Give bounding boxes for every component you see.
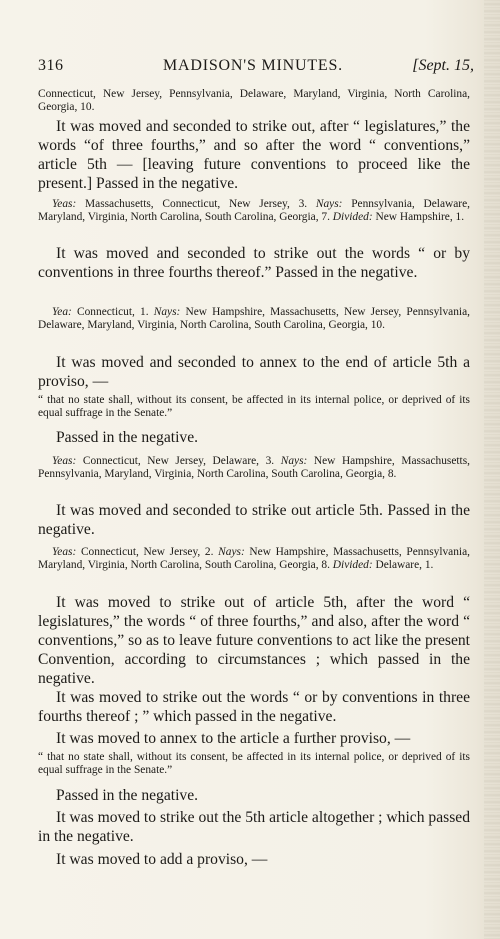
- motion-paragraph: It was moved and seconded to strike out the words “ or by conventions in three fourths thereof.” Passed in the negative.: [38, 245, 470, 281]
- yeas-list: Connecticut, New Jersey, 2.: [76, 546, 219, 558]
- divided-label: Divided:: [332, 211, 373, 224]
- running-date: [Sept. 15,: [412, 57, 474, 74]
- running-title: MADISON'S MINUTES.: [163, 57, 343, 74]
- yeas-list: Connecticut, New Jersey, Delaware, 3.: [76, 455, 281, 467]
- result-line: Passed in the negative.: [56, 787, 199, 804]
- page-edge: [484, 0, 500, 939]
- yea-list: Connecticut, 1.: [71, 306, 154, 318]
- vote-tally-continued: Connecticut, New Jersey, Pennsylvania, Delaware, Maryland, Virginia, North Carolina, Georgia, 10.: [38, 88, 470, 114]
- nays-list: New Hampshire, Massachusetts, New Jersey, Pennsylvania, Delaware, Maryland, Virginia, North Carolina, South Carolina, Georgia, 10.: [38, 306, 470, 332]
- yeas-list: Massachusetts, Connecticut, New Jersey, 3.: [76, 198, 316, 210]
- page-number: 316: [38, 57, 64, 74]
- vote-tally: [38, 306, 470, 333]
- vote-tally: [38, 198, 470, 225]
- yeas-label: Yeas:: [52, 455, 77, 467]
- motion-paragraph: It was moved to strike out of article 5th, after the word “ legislatures,” the words “ of three fourths,” and also, after the word “ conventions,” so as to leave future conventions to act like the present Convention, according to circumstances ; which passed in the negative.: [38, 594, 470, 687]
- page-header: [38, 57, 474, 79]
- nays-label: Nays:: [315, 198, 343, 210]
- divided-label: Divided:: [332, 559, 373, 572]
- proviso-quote: “ that no state shall, without its consent, be affected in its internal police, or deprived of its equal suffrage in the Senate.”: [38, 751, 470, 777]
- motion-paragraph: It was moved to annex to the article a further proviso, —: [56, 730, 411, 747]
- yeas-label: Yeas:: [52, 198, 77, 210]
- motion-paragraph: It was moved to add a proviso, —: [56, 851, 268, 868]
- motion-paragraph: It was moved and seconded to strike out, after “ legislatures,” the words “of three fourths,” and so after the word “ conventions,” article 5th — [leaving future conventions to proceed like the present.] Passed in the negative.: [38, 118, 470, 192]
- yeas-label: Yeas:: [52, 546, 77, 558]
- proviso-quote: “ that no state shall, without its consent, be affected in its internal police, or deprived of its equal suffrage in the Senate.”: [38, 394, 470, 420]
- motion-paragraph: It was moved to strike out the 5th article altogether ; which passed in the negative.: [38, 809, 470, 845]
- nays-label: Nays:: [280, 455, 308, 467]
- vote-tally: [38, 546, 470, 573]
- nays-list: Pennsylvania, Delaware, Maryland, Virginia, North Carolina, South Carolina, Georgia, 7.: [38, 198, 471, 224]
- vote-tally: [38, 455, 470, 482]
- motion-paragraph: It was moved to strike out the words “ or by conventions in three fourths thereof ; ” which passed in the negative.: [38, 689, 470, 725]
- motion-paragraph: It was moved and seconded to annex to the end of article 5th a proviso, —: [38, 354, 470, 390]
- nays-list: New Hampshire, Massachusetts, Pennsylvania, Maryland, Virginia, North Carolina, South Carolina, Georgia, 8.: [38, 455, 471, 481]
- nays-label: Nays:: [153, 306, 181, 318]
- motion-paragraph: It was moved and seconded to strike out article 5th. Passed in the negative.: [38, 502, 470, 538]
- divided-list: New Hampshire, 1.: [372, 211, 465, 224]
- result-line: Passed in the negative.: [56, 429, 199, 446]
- nays-list: New Hampshire, Massachusetts, Pennsylvania, Maryland, Virginia, North Carolina, South Carolina, Georgia, 8.: [38, 546, 471, 572]
- yea-label: Yea:: [52, 306, 72, 318]
- divided-list: Delaware, 1.: [372, 559, 434, 572]
- nays-label: Nays:: [218, 546, 245, 558]
